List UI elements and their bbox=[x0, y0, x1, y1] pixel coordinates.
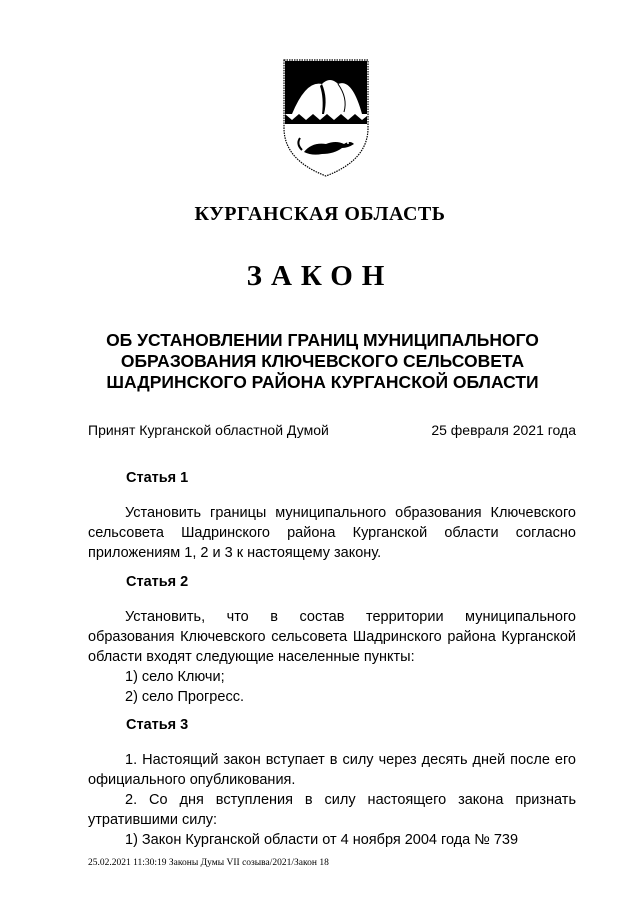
law-title-line: ШАДРИНСКОГО РАЙОНА КУРГАНСКОЙ ОБЛАСТИ bbox=[106, 372, 539, 392]
law-title bbox=[60, 330, 585, 393]
coat-of-arms-icon bbox=[278, 54, 374, 182]
article-paragraph: Установить границы муниципального образования Ключевского сельсовета Шадринского района Курганской области согласно приложениям 1, 2 и 3 к настоящему закону. bbox=[88, 505, 576, 561]
region-heading: КУРГАНСКАЯ ОБЛАСТЬ bbox=[194, 203, 446, 225]
law-title-line: ОБ УСТАНОВЛЕНИИ ГРАНИЦ МУНИЦИПАЛЬНОГО bbox=[106, 330, 539, 350]
document-type: ЗАКОН bbox=[246, 260, 394, 292]
law-title-line: ОБРАЗОВАНИЯ КЛЮЧЕВСКОГО СЕЛЬСОВЕТА bbox=[120, 351, 525, 371]
adoption-line bbox=[88, 422, 576, 438]
adopted-by: Принят Курганской областной Думой bbox=[88, 422, 329, 438]
article-heading: Статья 1 bbox=[126, 470, 189, 486]
article-heading: Статья 3 bbox=[126, 717, 189, 733]
article-paragraph: 2. Со дня вступления в силу настоящего закона признать утратившими силу: bbox=[88, 792, 576, 828]
document-footer: 25.02.2021 11:30:19 Законы Думы VII созыва/2021/Закон 18 bbox=[88, 858, 329, 868]
article-paragraph: Установить, что в состав территории муниципального образования Ключевского сельсовета Шадринского района Курганской области входят следующие населенные пункты: bbox=[88, 609, 576, 665]
article-paragraph: 1. Настоящий закон вступает в силу через десять дней после его официального опубликования. bbox=[88, 752, 576, 788]
list-item: 2) село Прогресс. bbox=[125, 689, 244, 705]
list-item: 1) село Ключи; bbox=[125, 669, 225, 685]
article-heading: Статья 2 bbox=[126, 574, 189, 590]
article-paragraph: 1) Закон Курганской области от 4 ноября 2004 года № 739 bbox=[125, 832, 519, 848]
adoption-date: 25 февраля 2021 года bbox=[431, 422, 576, 438]
